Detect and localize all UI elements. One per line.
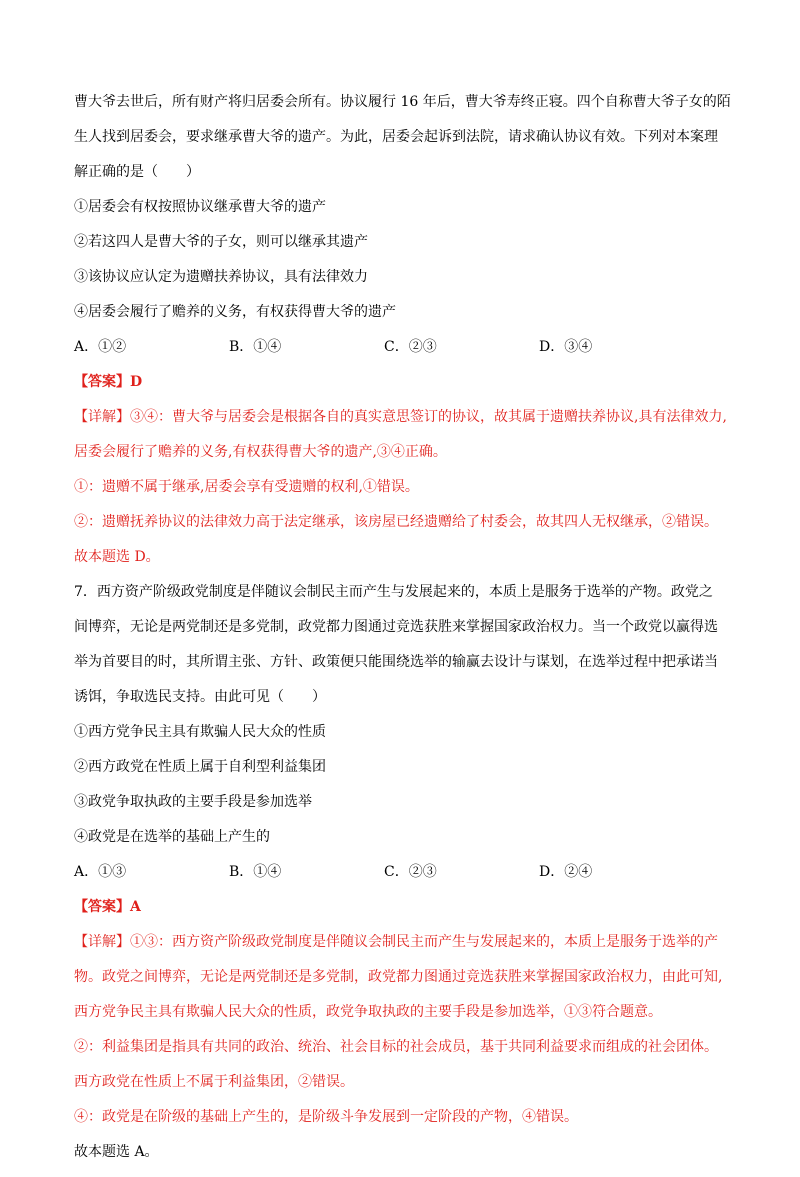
q6-explanation-line: ②：遗赠抚养协议的法律效力高于法定继承，该房屋已经遗赠给了村委会，故其四人无权继承，②错误。 xyxy=(74,514,718,530)
q7-answer: 【答案】A xyxy=(74,899,141,915)
q7-stem xyxy=(74,582,734,707)
q6-answer: 【答案】D xyxy=(74,374,143,390)
q6-stem-line: 生人找到居委会，要求继承曹大爷的遗产。为此，居委会起诉到法院，请求确认协议有效。下列对本案理 xyxy=(74,129,718,145)
q7-option-a: A．①③ xyxy=(74,864,127,880)
q7-explanation xyxy=(74,932,734,1127)
q7-option-d: D．②④ xyxy=(539,864,593,880)
q7-explanation-line: 【详解】①③：西方资产阶级政党制度是伴随议会制民主而产生与发展起来的，本质上是服务于选举的产 xyxy=(74,934,718,950)
q6-statements xyxy=(74,197,734,322)
q7-statement: ①西方党争民主具有欺骗人民大众的性质 xyxy=(74,724,326,740)
q6-option-d: D．③④ xyxy=(539,339,593,355)
q6-statement: ③该协议应认定为遗赠扶养协议，具有法律效力 xyxy=(74,269,368,285)
q7-stem-line: 诱饵，争取选民支持。由此可见（ ） xyxy=(74,689,326,705)
q7-explanation-line: ④：政党是在阶级的基础上产生的，是阶级斗争发展到一定阶段的产物，④错误。 xyxy=(74,1109,578,1125)
q6-explanation xyxy=(74,407,734,567)
q7-statement: ②西方政党在性质上属于自利型利益集团 xyxy=(74,759,326,775)
q6-option-c: C．②③ xyxy=(384,339,437,355)
q6-statement: ④居委会履行了赡养的义务，有权获得曹大爷的遗产 xyxy=(74,304,396,320)
q6-explanation-line: 【详解】③④：曹大爷与居委会是根据各自的真实意思签订的协议，故其属于遗赠扶养协议,具有法律效力, xyxy=(74,409,727,425)
q6-statement: ②若这四人是曹大爷的子女，则可以继承其遗产 xyxy=(74,234,368,250)
q7-explanation-line: ②：利益集团是指具有共同的政治、统治、社会目标的社会成员，基于共同利益要求而组成的社会团体。 xyxy=(74,1039,718,1055)
q7-explanation-line: 西方政党在性质上不属于利益集团，②错误。 xyxy=(74,1074,354,1090)
q6-option-b: B．①④ xyxy=(229,339,282,355)
q7-options xyxy=(74,862,734,882)
q6-option-a: A．①② xyxy=(74,339,127,355)
q7-closing: 故本题选 A。 xyxy=(74,1144,159,1160)
q7-explanation-line: 西方党争民主具有欺骗人民大众的性质，政党争取执政的主要手段是参加选举，①③符合题意。 xyxy=(74,1004,662,1020)
q7-explanation-line: 物。政党之间博弈，无论是两党制还是多党制，政党都力图通过竞选获胜来掌握国家政治权力，由此可知, xyxy=(74,969,723,985)
q7-statement: ③政党争取执政的主要手段是参加选举 xyxy=(74,794,312,810)
q7-stem-line: 7．西方资产阶级政党制度是伴随议会制民主而产生与发展起来的，本质上是服务于选举的产物。政党之 xyxy=(74,584,713,600)
q6-stem-line: 曹大爷去世后，所有财产将归居委会所有。协议履行 16 年后，曹大爷寿终正寝。四个自称曹大爷子女的陌 xyxy=(74,94,731,110)
q7-statements xyxy=(74,722,734,847)
q6-statement: ①居委会有权按照协议继承曹大爷的遗产 xyxy=(74,199,326,215)
q6-explanation-line: ①：遗赠不属于继承,居委会享有受遗赠的权利,①错误。 xyxy=(74,479,419,495)
q6-explanation-line: 居委会履行了赡养的义务,有权获得曹大爷的遗产,③④正确。 xyxy=(74,444,447,460)
q7-stem-line: 举为首要目的时，其所谓主张、方针、政策便只能围绕选举的输赢去设计与谋划，在选举过程中把承诺当 xyxy=(74,654,718,670)
q6-stem xyxy=(74,92,734,182)
document-page xyxy=(74,92,734,1177)
q7-statement: ④政党是在选举的基础上产生的 xyxy=(74,829,270,845)
q7-stem-line: 间博弈，无论是两党制还是多党制，政党都力图通过竞选获胜来掌握国家政治权力。当一个政党以赢得选 xyxy=(74,619,718,635)
q6-stem-line: 解正确的是（ ） xyxy=(74,164,200,180)
q6-explanation-line: 故本题选 D。 xyxy=(74,549,160,565)
q7-option-c: C．②③ xyxy=(384,864,437,880)
q7-option-b: B．①④ xyxy=(229,864,282,880)
q6-options xyxy=(74,337,734,357)
